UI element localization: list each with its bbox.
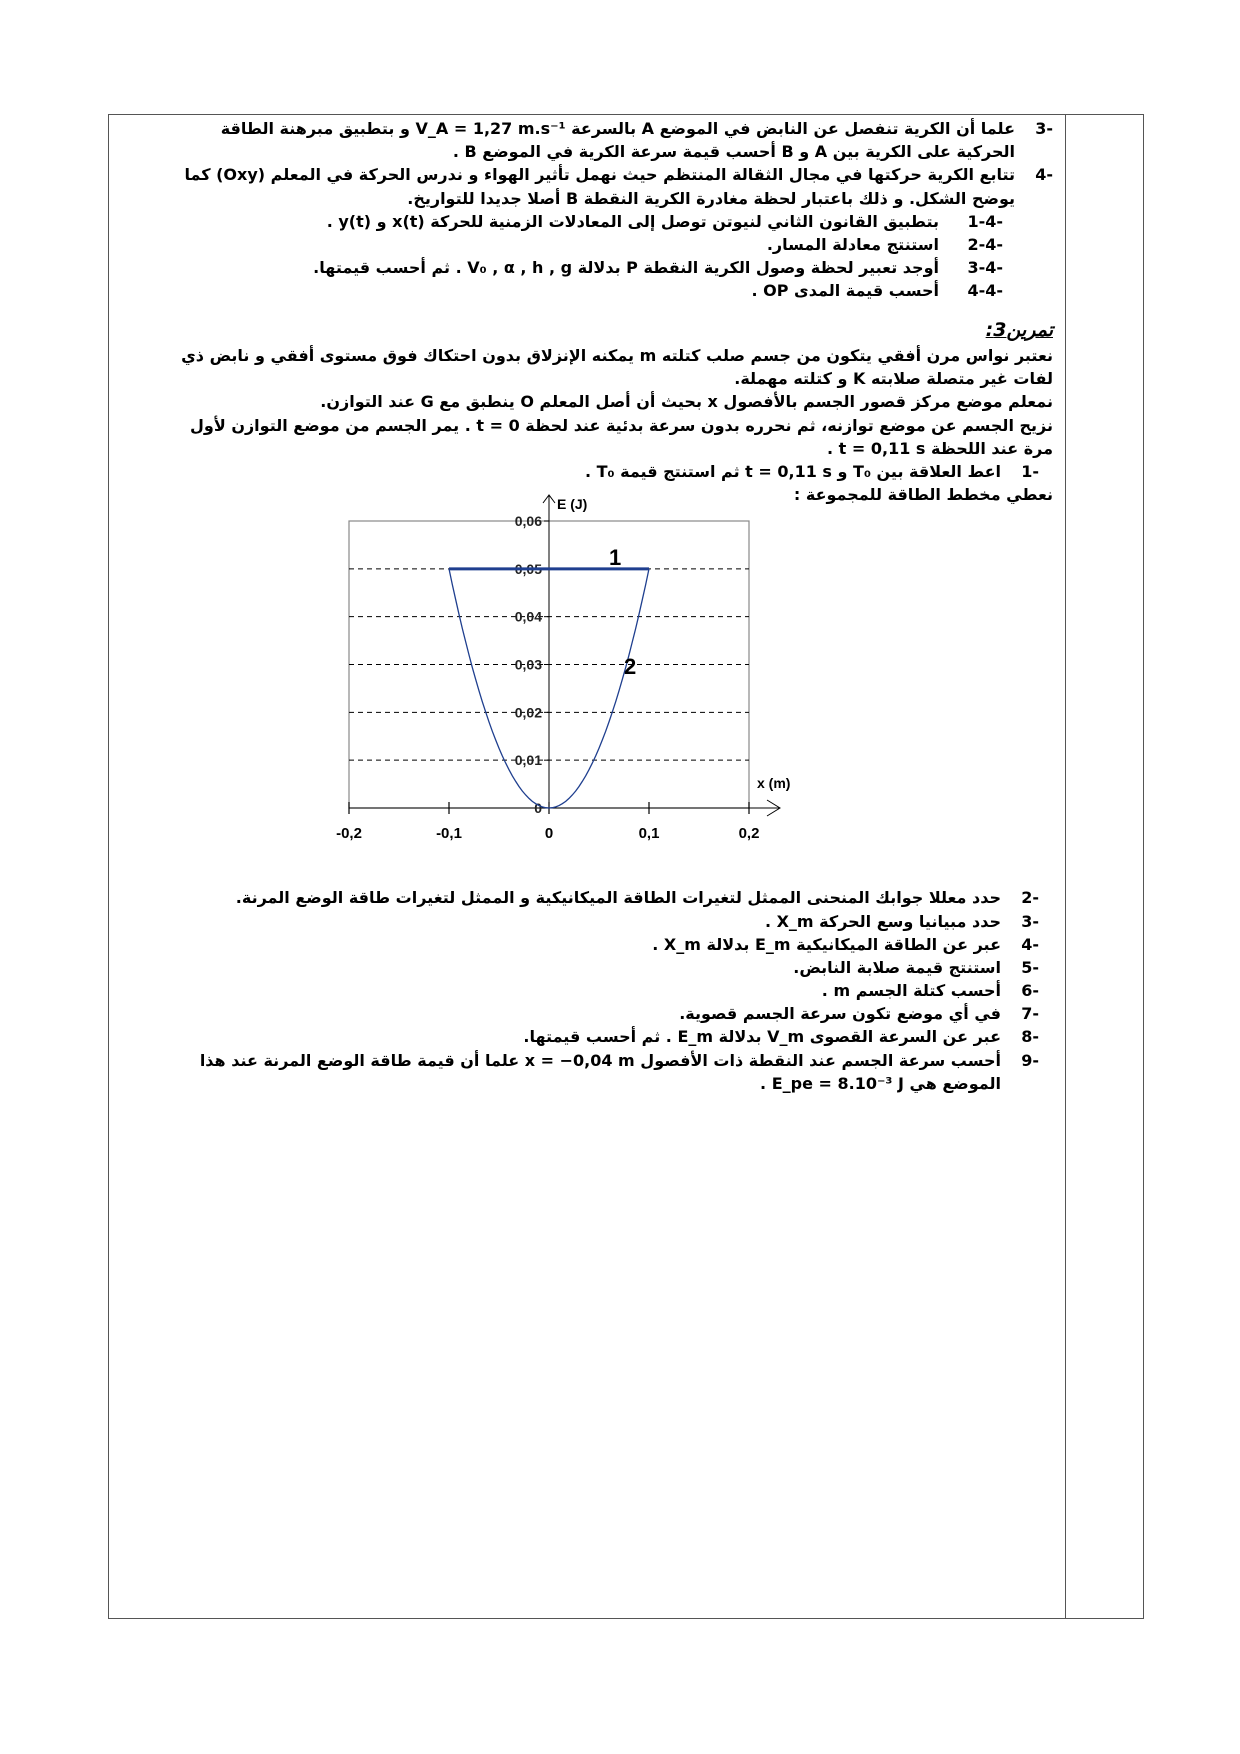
question-number: -7 — [1021, 1004, 1039, 1024]
x-tick-label: -0,2 — [336, 825, 362, 843]
exercise-intro-line: نمعلم موضع مركز قصور الجسم بالأفصول x بحيث أن أصل المعلم O ينطبق مع G عند التوازن. — [320, 392, 1053, 412]
y-tick-label: 0,06 — [514, 513, 542, 530]
x-axis-label: x (m) — [757, 775, 791, 792]
subquestion-text: أوجد تعبير لحظة وصول الكرية النقطة P بدلالة V₀ , α , h , g . ثم أحسب قيمتها. — [313, 258, 939, 278]
exercise-intro-line: نعتبر نواس مرن أفقي يتكون من جسم صلب كتلته m يمكنه الإنزلاق بدون احتكاك فوق مستوى أفقي و نابض ذي — [181, 346, 1053, 366]
question-number: -1 — [1021, 461, 1039, 481]
diagram-intro: نعطي مخطط الطاقة للمجموعة : — [793, 485, 1053, 505]
y-axis-label: E (J) — [557, 496, 588, 513]
question-text: عبر عن الطاقة الميكانيكية E_m بدلالة X_m . — [652, 934, 1001, 954]
question-line: علما أن الكرية تنفصل عن النابض في الموضع A بالسرعة V_A = 1,27 m.s⁻¹ و بتطبيق مبرهنة الطاقة — [220, 119, 1015, 138]
exercise-intro-line: نزيح الجسم عن موضع توازنه، ثم نحرره بدون سرعة بدئية عند لحظة t = 0 . يمر الجسم من موضع التوازن لأول — [190, 415, 1053, 435]
question-number: -5 — [1021, 957, 1039, 977]
exercise-3-title: تمرين3: — [985, 318, 1053, 341]
y-tick-label: 0,03 — [514, 656, 542, 673]
question-number: -3 — [1035, 119, 1053, 138]
exercise-3-question — [149, 979, 1053, 1002]
question-line: الحركية على الكرية بين A و B أحسب قيمة سرعة الكرية في الموضع B . — [452, 142, 1015, 162]
y-tick-label: 0,01 — [514, 752, 542, 769]
x-tick-label: 0,1 — [638, 825, 660, 843]
question-line: يوضح الشكل. و ذلك باعتبار لحظة مغادرة الكرية النقطة B أصلا جديدا للتواريخ. — [407, 188, 1015, 208]
energy-chart-container — [149, 496, 1053, 878]
series-label: 2 — [624, 654, 637, 680]
question-9-continuation: الموضع هي E_pe = 8.10⁻³ J . — [760, 1073, 1001, 1093]
exercise-intro-line: مرة عند اللحظة t = 0,11 s . — [827, 438, 1053, 458]
subquestion-number: -3-4 — [967, 258, 1003, 278]
question-3 — [149, 117, 1053, 163]
worksheet-content — [149, 117, 1053, 1095]
question-text: أحسب كتلة الجسم m . — [821, 981, 1001, 1001]
question-number: -8 — [1021, 1027, 1039, 1047]
exercise-3-question — [149, 1049, 1053, 1072]
series-label: 1 — [609, 545, 622, 571]
question-number: -6 — [1021, 981, 1039, 1001]
subquestion-text: بتطبيق القانون الثاني لنيوتن توصل إلى المعادلات الزمنية للحركة x(t) و y(t) . — [326, 211, 939, 231]
subquestion-4-4 — [149, 279, 1053, 302]
subquestion-4-2 — [149, 233, 1053, 256]
question-text: في أي موضع تكون سرعة الجسم قصوية. — [679, 1004, 1001, 1024]
grading-margin-column — [1065, 115, 1143, 1618]
subquestion-number: -2-4 — [967, 234, 1003, 254]
subquestion-text: استنتج معادلة المسار. — [766, 234, 939, 254]
exercise-3-question — [149, 956, 1053, 979]
energy-diagram-chart — [336, 496, 819, 878]
y-tick-label: 0,02 — [514, 704, 542, 721]
question-number: -4 — [1035, 165, 1053, 185]
question-4 — [149, 163, 1053, 209]
subquestion-text: أحسب قيمة المدى OP . — [751, 281, 939, 301]
subquestion-number: -4-4 — [967, 281, 1003, 301]
question-line: تتابع الكرية حركتها في مجال الثقالة المنتظم حيث نهمل تأثير الهواء و ندرس الحركة في المعلم (Oxy) كما — [184, 165, 1015, 185]
question-text: حدد معللا جوابك المنحنى الممثل لتغيرات الطاقة الميكانيكية و الممثل لتغيرات طاقة الوضع المرنة. — [235, 888, 1001, 908]
exercise-3-question-1 — [149, 460, 1053, 483]
question-number: -2 — [1021, 888, 1039, 908]
y-tick-label: 0,05 — [514, 561, 542, 578]
subquestion-number: -1-4 — [967, 211, 1003, 231]
question-text: حدد مبيانيا وسع الحركة X_m . — [764, 911, 1001, 931]
question-text: استنتج قيمة صلابة النابض. — [793, 957, 1001, 977]
exercise-intro-line: لفات غير متصلة صلابته K و كتلته مهملة. — [734, 369, 1053, 389]
question-number: -4 — [1021, 934, 1039, 954]
question-number: -9 — [1021, 1050, 1039, 1070]
subquestion-4-3 — [149, 256, 1053, 279]
question-number: -3 — [1021, 911, 1039, 931]
exercise-3-question — [149, 1025, 1053, 1048]
exercise-3-question — [149, 910, 1053, 933]
y-tick-label: 0 — [534, 800, 542, 817]
y-tick-label: 0,04 — [514, 609, 542, 626]
exercise-3-questions — [149, 886, 1053, 1095]
exercise-3-question — [149, 933, 1053, 956]
subquestion-4-1 — [149, 210, 1053, 233]
x-tick-label: 0 — [544, 825, 554, 843]
x-tick-label: -0,1 — [436, 825, 462, 843]
question-text: اعط العلاقة بين T₀ و t = 0,11 s ثم استنتج قيمة T₀ . — [584, 461, 1001, 481]
worksheet-frame — [108, 114, 1144, 1619]
question-text: أحسب سرعة الجسم عند النقطة ذات الأفصول x = −0,04 m علما أن قيمة طاقة الوضع المرنة عند هذا — [199, 1050, 1001, 1070]
exercise-3-question — [149, 1002, 1053, 1025]
question-text: عبر عن السرعة القصوى V_m بدلالة E_m . ثم أحسب قيمتها. — [523, 1027, 1001, 1047]
x-tick-label: 0,2 — [738, 825, 760, 843]
exercise-3-question — [149, 886, 1053, 909]
